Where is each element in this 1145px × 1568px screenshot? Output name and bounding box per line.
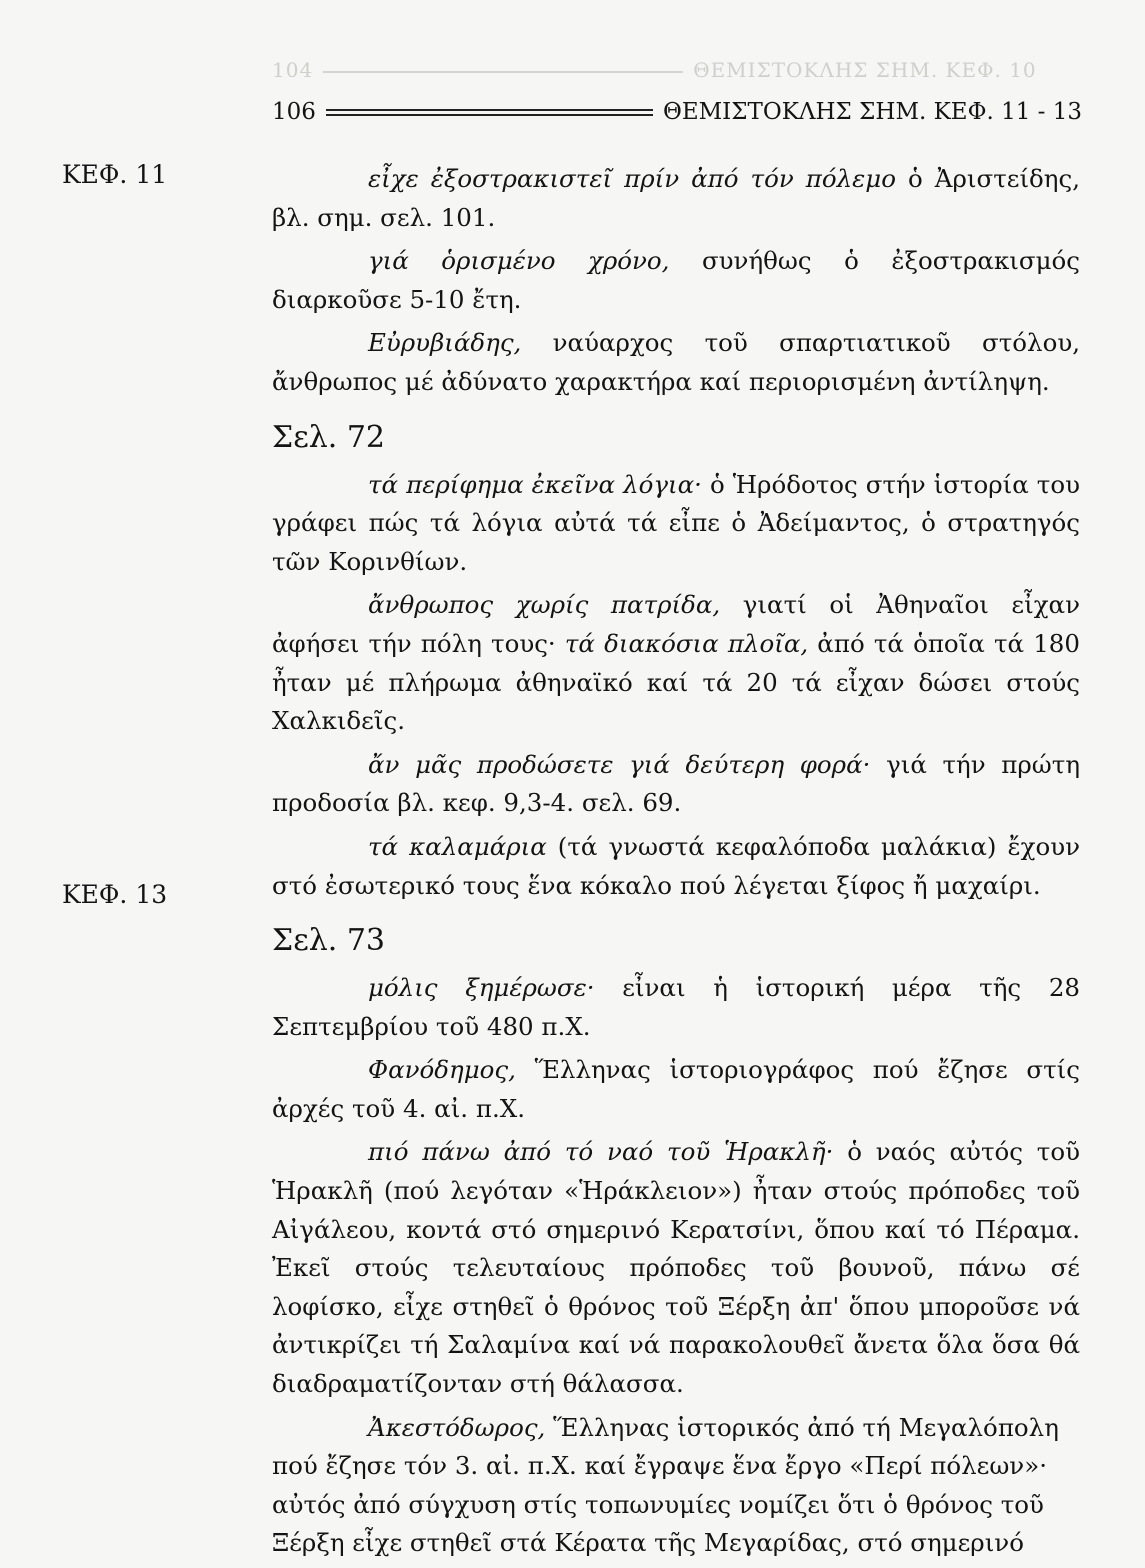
note-text: συνήθως ὁ ἐξοστρακισμός διαρκοῦσε 5-10 ἔτη. — [272, 246, 1080, 314]
note-term: γιά ὁρισμένο χρόνο, — [368, 246, 670, 276]
note-text: ἀπό τά ὁποῖα τά 180 ἦταν μέ πλήρωμα ἀθηναϊκό καί τά 20 τά εἶχαν δώσει στούς Χαλκιδεῖς. — [272, 628, 1080, 736]
note-text: (τά γνωστά κεφαλόποδα μαλάκια) ἔχουν στό ἐσωτερικό τους ἕνα κόκαλο πού λέγεται ξίφος ἤ μαχαίρι. — [272, 831, 1081, 900]
note-text: εἶναι ἡ ἱστορική μέρα τῆς 28 Σεπτεμβρίου τοῦ 480 π.Χ. — [272, 973, 1081, 1041]
margin-label-kef13: ΚΕΦ. 13 — [62, 880, 168, 909]
note-term: τά διακόσια πλοῖα, — [555, 628, 809, 658]
section-heading-page-72: Σελ. 72 — [272, 419, 386, 455]
note-text: γιατί οἱ Ἀθηναῖοι εἶχαν ἀφήσει τήν πόλη τους· — [272, 590, 1080, 658]
note-entry — [272, 466, 1080, 582]
note-term: Φανόδημος, — [368, 1055, 516, 1085]
note-term: τά καλαμάρια — [368, 831, 547, 861]
note-entry — [272, 160, 1080, 237]
page-body — [272, 160, 1080, 1568]
note-text: ὁ Ἡρόδοτος στήν ἱστορία του γράφει πώς τά λόγια αὐτά τά εἶπε ὁ Ἀδείμαντος, ὁ στρατηγός τῶν Κορινθίων. — [272, 469, 1080, 576]
page-number: 106 — [272, 99, 316, 125]
note-term: ἄν μᾶς προδώσετε γιά δεύτερη φορά· — [368, 749, 871, 779]
header-rule — [326, 109, 653, 116]
note-entry — [272, 586, 1080, 740]
note-text: ὁ Ἀριστείδης, βλ. σημ. σελ. 101. — [272, 164, 1080, 232]
note-entry — [272, 242, 1080, 319]
note-term: Ἀκεστόδωρος, — [368, 1412, 546, 1442]
ghost-page-number: 104 — [272, 58, 314, 82]
note-entry — [272, 1133, 1080, 1403]
note-term: πιό πάνω ἀπό τό ναό τοῦ Ἡρακλῆ· — [368, 1137, 834, 1167]
note-text: ναύαρχος τοῦ σπαρτιατικοῦ στόλου, ἄνθρωπος μέ ἀδύνατο χαρακτήρα καί περιορισμένη ἀντίληψη. — [272, 328, 1080, 396]
section-heading-page-73: Σελ. 73 — [272, 923, 386, 959]
show-through-header — [272, 58, 1037, 82]
running-header — [272, 96, 1082, 128]
note-text: ὁ ναός αὐτός τοῦ Ἡρακλῆ (πού λεγόταν «Ἡράκλειον») ἦταν στούς πρόποδες τοῦ Αἰγάλεου, κοντά στό σημερινό Κερατσίνι, ὅπου καί τό Πέραμα. Ἐκεῖ στούς τελευταίους πρόποδες τοῦ βουνοῦ, πάνω σέ λοφίσκο, εἶχε στηθεῖ ὁ θρόνος τοῦ Ξέρξη ἀπ' ὅπου μποροῦσε νά ἀντικρίζει τή Σαλαμίνα καί νά παρακολουθεῖ ἄνετα ὅλα ὅσα θά διαδραματίζονταν στή θάλασσα. — [272, 1137, 1080, 1399]
note-term: μόλις ξημέρωσε· — [368, 973, 595, 1003]
ghost-title: ΘΕΜΙΣΤΟΚΛΗΣ ΣΗΜ. ΚΕΦ. 10 — [693, 58, 1037, 82]
note-entry — [272, 1409, 1080, 1563]
note-term: τά περίφημα ἐκεῖνα λόγια· — [368, 469, 702, 499]
note-entry — [272, 324, 1080, 401]
note-entry — [272, 969, 1080, 1046]
note-term: εἶχε ἐξοστρακιστεῖ πρίν ἀπό τόν πόλεμο — [368, 164, 896, 193]
note-term: ἄνθρωπος χωρίς πατρίδα, — [368, 590, 721, 620]
note-term: Εὐρυβιάδης, — [368, 328, 522, 358]
note-entry — [272, 1051, 1080, 1128]
note-text: Ἕλληνας ἱστοριογράφος πού ἔζησε στίς ἀρχές τοῦ 4. αἰ. π.Χ. — [272, 1055, 1080, 1123]
running-title: ΘΕΜΙΣΤΟΚΛΗΣ ΣΗΜ. ΚΕΦ. 11 - 13 — [662, 99, 1082, 125]
note-text: Ἕλληνας ἱστορικός ἀπό τή Μεγαλόπολη πού ἔζησε τόν 3. αἰ. π.Χ. καί ἔγραψε ἕνα ἔργο «Περί πόλεων»· αὐτός ἀπό σύγχυση στίς τοπωνυμίες νομίζει ὅτι ὁ θρόνος τοῦ Ξέρξη εἶχε στηθεῖ στά Κέρατα τῆς Μεγαρίδας, στό σημερινό — [272, 1412, 1059, 1558]
note-entry — [272, 746, 1080, 823]
note-text: γιά τήν πρώτη προδοσία βλ. κεφ. 9,3-4. σελ. 69. — [272, 749, 1080, 818]
ghost-rule — [323, 71, 683, 73]
note-entry — [272, 828, 1080, 905]
margin-label-kef11: ΚΕΦ. 11 — [62, 160, 168, 189]
